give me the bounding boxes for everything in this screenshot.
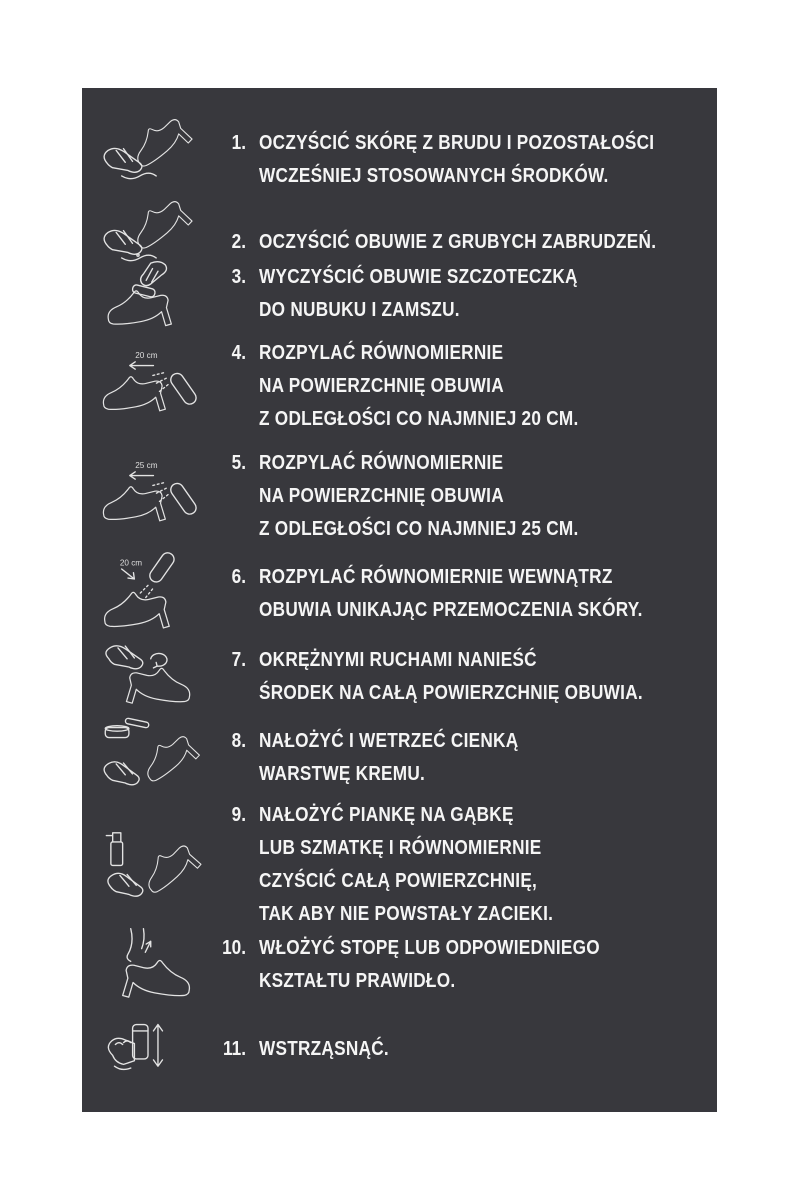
distance-label: 20 cm xyxy=(135,351,158,361)
instruction-text xyxy=(259,644,643,710)
shake-can-icon xyxy=(96,1013,200,1085)
instruction-row xyxy=(96,330,713,442)
instruction-row xyxy=(96,256,713,332)
instruction-line: WARSTWĘ KREMU. xyxy=(259,763,426,785)
instruction-text xyxy=(259,932,600,998)
spray-inside-shoe-icon xyxy=(96,554,200,634)
spray-at-distance-icon xyxy=(96,456,200,536)
instruction-number: 1. xyxy=(231,132,246,154)
instruction-text xyxy=(259,1033,389,1066)
cream-tin-and-shoe-icon xyxy=(96,718,200,798)
instruction-line: TAK ABY NIE POWSTAŁY ZACIEKI. xyxy=(259,903,554,925)
instruction-number: 11. xyxy=(223,1037,246,1060)
instruction-line: NAŁOŻYĆ I WETRZEĆ CIENKĄ xyxy=(259,730,519,752)
instruction-number: 2. xyxy=(231,230,246,253)
instruction-number: 6. xyxy=(231,566,246,588)
instruction-text xyxy=(259,799,553,931)
instruction-row xyxy=(96,638,713,716)
instruction-line: KSZTAŁTU PRAWIDŁO. xyxy=(259,970,456,992)
instruction-line: WSTRZĄSNĄĆ. xyxy=(259,1037,389,1060)
instruction-text xyxy=(259,725,518,791)
instruction-line: CZYŚCIĆ CAŁĄ POWIERZCHNIĘ, xyxy=(259,870,538,892)
instruction-panel xyxy=(82,88,717,1112)
instruction-line: ROZPYLAĆ RÓWNOMIERNIE WEWNĄTRZ xyxy=(259,566,613,588)
instruction-row xyxy=(96,1013,713,1085)
hand-wiping-shoe-icon xyxy=(96,120,200,200)
instruction-line: OCZYŚCIĆ SKÓRĘ Z BRUDU I POZOSTAŁOŚCI xyxy=(259,132,655,154)
instruction-text xyxy=(259,561,643,627)
instruction-line: Z ODLEGŁOŚCI CO NAJMNIEJ 20 CM. xyxy=(259,407,579,430)
instruction-row xyxy=(96,716,713,800)
instruction-text xyxy=(259,337,579,436)
instruction-row xyxy=(96,118,713,202)
instruction-row xyxy=(96,923,713,1007)
brush-cleaning-shoe-icon xyxy=(96,257,200,331)
instruction-line: OBUWIA UNIKAJĄC PRZEMOCZENIA SKÓRY. xyxy=(259,599,643,621)
instruction-number: 9. xyxy=(231,804,246,826)
foam-bottle-and-shoe-icon xyxy=(96,821,200,909)
instruction-line: OKRĘŻNYMI RUCHAMI NANIEŚĆ xyxy=(259,649,537,671)
distance-label: 20 cm xyxy=(119,558,143,568)
instruction-line: OCZYŚCIĆ OBUWIE Z GRUBYCH ZABRUDZEŃ. xyxy=(259,230,657,253)
foot-into-shoe-icon xyxy=(96,926,200,1004)
instruction-number: 10. xyxy=(222,937,246,959)
circular-polish-shoe-icon xyxy=(96,640,200,714)
instruction-text xyxy=(259,226,656,259)
instruction-number: 7. xyxy=(231,649,246,671)
instruction-row xyxy=(96,550,713,638)
instruction-line: WYCZYŚCIĆ OBUWIE SZCZOTECZKĄ xyxy=(259,266,578,288)
instruction-line: ROZPYLAĆ RÓWNOMIERNIE xyxy=(259,451,504,474)
instruction-line: NAŁOŻYĆ PIANKĘ NA GĄBKĘ xyxy=(259,804,514,826)
instruction-number: 5. xyxy=(231,451,246,474)
instruction-line: ŚRODEK NA CAŁĄ POWIERZCHNIĘ OBUWIA. xyxy=(259,682,643,704)
instruction-line: NA POWIERZCHNIĘ OBUWIA xyxy=(259,484,504,507)
instruction-line: WŁOŻYĆ STOPĘ LUB ODPOWIEDNIEGO xyxy=(259,937,600,959)
instruction-line: ROZPYLAĆ RÓWNOMIERNIE xyxy=(259,341,504,364)
distance-label: 25 cm xyxy=(135,461,158,471)
instruction-number: 3. xyxy=(231,266,246,288)
instruction-row xyxy=(96,803,713,927)
instruction-text xyxy=(259,127,654,193)
instruction-line: NA POWIERZCHNIĘ OBUWIA xyxy=(259,374,504,397)
instruction-line: DO NUBUKU I ZAMSZU. xyxy=(259,299,460,321)
spray-at-distance-icon xyxy=(96,346,200,426)
instruction-line: WCZEŚNIEJ STOSOWANYCH ŚRODKÓW. xyxy=(259,165,609,187)
instruction-row xyxy=(96,440,713,552)
instruction-text xyxy=(259,447,579,546)
instruction-number: 8. xyxy=(231,730,246,752)
instruction-line: Z ODLEGŁOŚCI CO NAJMNIEJ 25 CM. xyxy=(259,517,579,540)
instruction-number: 4. xyxy=(231,341,246,364)
instruction-text xyxy=(259,261,578,327)
instruction-line: LUB SZMATKĘ I RÓWNOMIERNIE xyxy=(259,837,542,859)
